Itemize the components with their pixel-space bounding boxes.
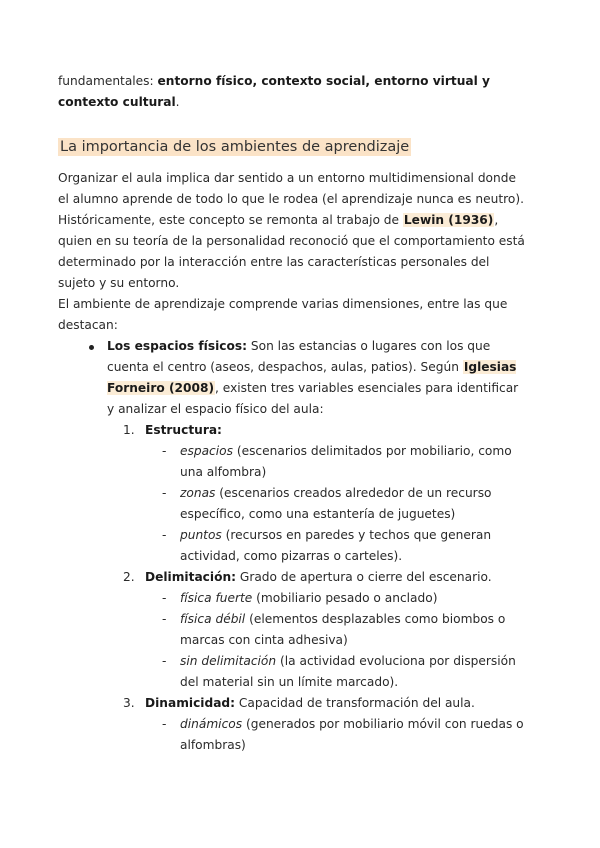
variables-list	[107, 420, 528, 756]
sub-text: (escenarios creados alrededor de un recurso específico, como una estantería de juguetes)	[180, 486, 492, 521]
variable-label: Delimitación:	[145, 570, 236, 584]
intro-prefix: fundamentales:	[58, 74, 158, 88]
sub-term: zonas	[180, 486, 216, 500]
variable-description: Grado de apertura o cierre del escenario.	[236, 570, 492, 584]
dash-marker: -	[162, 591, 167, 605]
sub-list	[145, 441, 528, 567]
variable-item	[107, 693, 528, 756]
paragraph-history-text-a: Organizar el aula implica dar sentido a un entorno multidimensional donde el alumno aprende de todo lo que le rodea (el aprendizaje nunca es neutro). Históricamente, este concepto se remonta al trabajo de	[58, 171, 524, 227]
section-heading-text: La importancia de los ambientes de aprendizaje	[60, 139, 410, 155]
sub-term: sin delimitación	[180, 654, 277, 668]
variable-item	[107, 420, 528, 567]
sub-item	[145, 525, 528, 567]
sub-item	[145, 651, 528, 693]
paragraph-history-text-b: , quien en su teoría de la personalidad reconoció que el comportamiento está determinado por la interacción entre las características personales del sujeto y su entorno.	[58, 213, 525, 290]
paragraph-history	[58, 168, 528, 294]
author-iglesias: Iglesias Forneiro (2008)	[107, 360, 517, 395]
dimensions-list	[58, 336, 528, 756]
dash-marker: -	[162, 612, 167, 626]
paragraph-dimensions: El ambiente de aprendizaje comprende varias dimensiones, entre las que destacan:	[58, 297, 508, 332]
physical-spaces-label: Los espacios físicos:	[107, 339, 248, 353]
sub-item	[145, 609, 528, 651]
sub-item	[145, 483, 528, 525]
physical-spaces-text-a: Son las estancias o lugares con los que cuenta el centro (aseos, despachos, aulas, patios). Según	[107, 339, 491, 374]
variable-description: Capacidad de transformación del aula.	[235, 696, 475, 710]
sub-term: espacios	[180, 444, 233, 458]
physical-spaces-text-b: , existen tres variables esenciales para identificar y analizar el espacio físico del aula:	[107, 381, 519, 416]
sub-term: dinámicos	[180, 717, 243, 731]
sub-list	[145, 588, 528, 693]
sub-term: puntos	[180, 528, 222, 542]
sub-term: física fuerte	[180, 591, 253, 605]
dash-marker: -	[162, 444, 167, 458]
variable-item	[107, 567, 528, 693]
bullet-dot	[89, 345, 94, 350]
intro-suffix: .	[175, 95, 180, 109]
variable-label: Dinamicidad:	[145, 696, 236, 710]
dash-marker: -	[162, 486, 167, 500]
sub-item	[145, 588, 528, 609]
variable-label: Estructura:	[145, 423, 222, 437]
sub-text: (mobiliario pesado o anclado)	[252, 591, 438, 605]
intro-line	[58, 71, 528, 113]
intro-terms: entorno físico, contexto social, entorno virtual y contexto cultural	[58, 74, 490, 109]
sub-text: (recursos en paredes y techos que generan actividad, como pizarras o carteles).	[180, 528, 492, 563]
list-item-physical-spaces	[58, 336, 528, 756]
dash-marker: -	[162, 654, 167, 668]
sub-item	[145, 441, 528, 483]
sub-text: (generados por mobiliario móvil con ruedas o alfombras)	[180, 717, 524, 752]
sub-item	[145, 714, 528, 756]
sub-list	[145, 714, 528, 756]
dash-marker: -	[162, 528, 167, 542]
item-number: 3.	[123, 696, 135, 710]
section-heading	[58, 136, 528, 158]
item-number: 2.	[123, 570, 135, 584]
dash-marker: -	[162, 717, 167, 731]
sub-term: física débil	[180, 612, 246, 626]
sub-text: (elementos desplazables como biombos o marcas con cinta adhesiva)	[180, 612, 506, 647]
document-page	[58, 71, 528, 756]
item-number: 1.	[123, 423, 135, 437]
author-lewin: Lewin (1936)	[403, 213, 494, 227]
sub-text: (escenarios delimitados por mobiliario, como una alfombra)	[180, 444, 512, 479]
sub-text: (la actividad evoluciona por dispersión del material sin un límite marcado).	[180, 654, 516, 689]
